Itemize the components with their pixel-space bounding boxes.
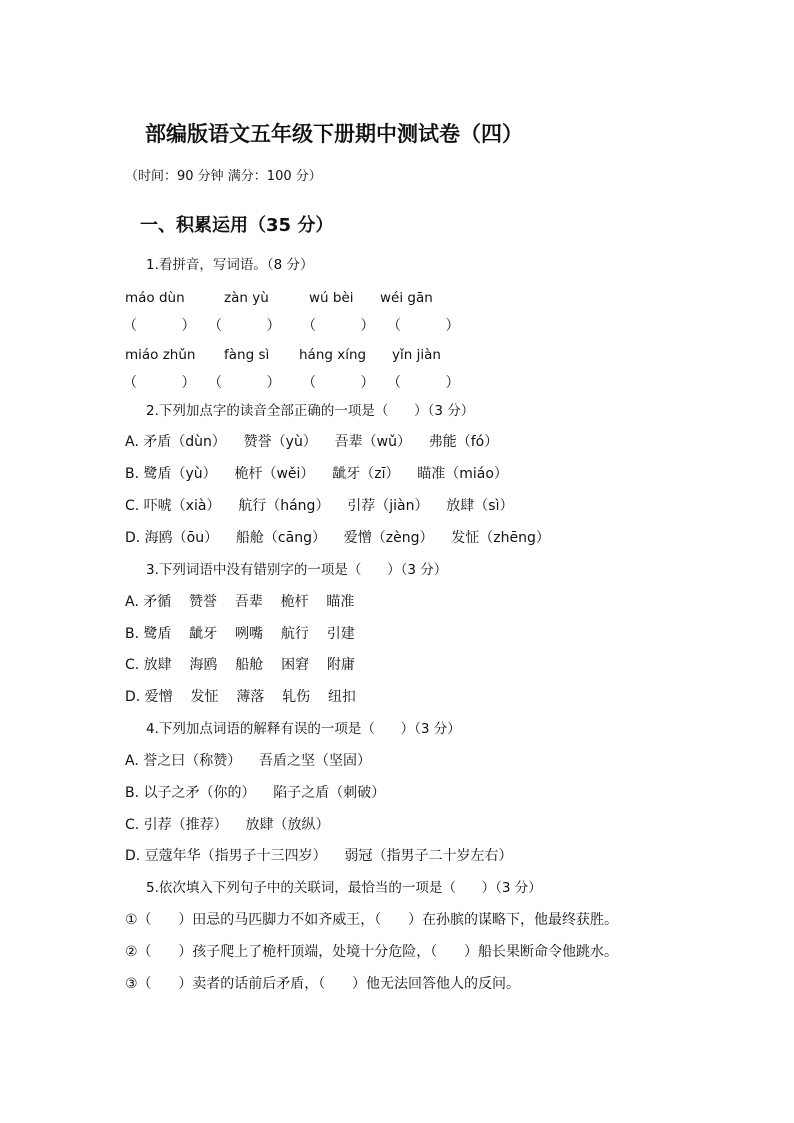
question-1-stem: 1.看拼音，写词语。（8 分） <box>146 257 314 273</box>
sentence-3: ③（ ）卖者的话前后矛盾，（ ）他无法回答他人的反问。 <box>125 976 520 992</box>
answer-blank: （ ） <box>302 318 375 334</box>
answer-blank: （ ） <box>387 318 460 334</box>
pinyin-3: wú bèi <box>309 290 354 306</box>
option-a: A. 矛盾（dùn） 赞誉（yù） 吾辈（wǔ） 弗能（fó） <box>125 434 499 450</box>
option-d: D. 海鸥（ōu） 船舱（cāng） 爱憎（zèng） 发怔（zhēng） <box>125 530 550 546</box>
pinyin-1: máo dùn <box>125 290 185 306</box>
answer-blank: （ ） <box>123 375 196 391</box>
answer-blank: （ ） <box>387 375 460 391</box>
page-title: 部编版语文五年级下册期中测试卷（四） <box>145 122 523 146</box>
time-info: （时间：90 分钟 满分：100 分） <box>125 169 322 184</box>
pinyin-8: yǐn jiàn <box>392 347 441 363</box>
sentence-2: ②（ ）孩子爬上了桅杆顶端，处境十分危险，（ ）船长果断命令他跳水。 <box>125 944 618 960</box>
sentence-1: ①（ ）田忌的马匹脚力不如齐威王，（ ）在孙膑的谋略下，他最终获胜。 <box>125 912 618 928</box>
option-a: A. 誉之曰（称赞） 吾盾之坚（坚固） <box>125 753 372 769</box>
option-c: C. 吓唬（xià） 航行（háng） 引荐（jiàn） 放肆（sì） <box>125 498 514 514</box>
option-c: C. 引荐（推荐） 放肆（放纵） <box>125 817 330 833</box>
section-heading: 一、积累运用（35 分） <box>140 215 334 236</box>
pinyin-7: háng xíng <box>299 347 367 363</box>
question-2-stem: 2.下列加点字的读音全部正确的一项是（ ）（3 分） <box>146 403 475 419</box>
pinyin-4: wéi gān <box>380 290 433 306</box>
option-b: B. 鹭盾 龇牙 咧嘴 航行 引建 <box>125 626 355 642</box>
answer-blank: （ ） <box>123 318 196 334</box>
pinyin-6: fàng sì <box>224 347 270 363</box>
answer-blank: （ ） <box>208 318 281 334</box>
option-a: A. 矛循 赞誉 吾辈 桅杆 瞄准 <box>125 594 355 610</box>
answer-blank: （ ） <box>302 375 375 391</box>
option-c: C. 放肆 海鸥 船舱 困窘 附庸 <box>125 657 355 673</box>
option-d: D. 豆蔻年华（指男子十三四岁） 弱冠（指男子二十岁左右） <box>125 848 513 864</box>
option-b: B. 鹭盾（yù） 桅杆（wěi） 龇牙（zī） 瞄准（miáo） <box>125 466 508 482</box>
option-d: D. 爱憎 发怔 薄落 轧伤 纽扣 <box>125 689 356 705</box>
question-5-stem: 5.依次填入下列句子中的关联词，最恰当的一项是（ ）（3 分） <box>146 880 542 896</box>
pinyin-5: miáo zhǔn <box>125 347 196 363</box>
answer-blank: （ ） <box>208 375 281 391</box>
question-3-stem: 3.下列词语中没有错别字的一项是（ ）（3 分） <box>146 562 448 578</box>
pinyin-2: zàn yù <box>224 290 269 306</box>
question-4-stem: 4.下列加点词语的解释有误的一项是（ ）（3 分） <box>146 721 461 737</box>
option-b: B. 以子之矛（你的） 陷子之盾（刺破） <box>125 785 386 801</box>
